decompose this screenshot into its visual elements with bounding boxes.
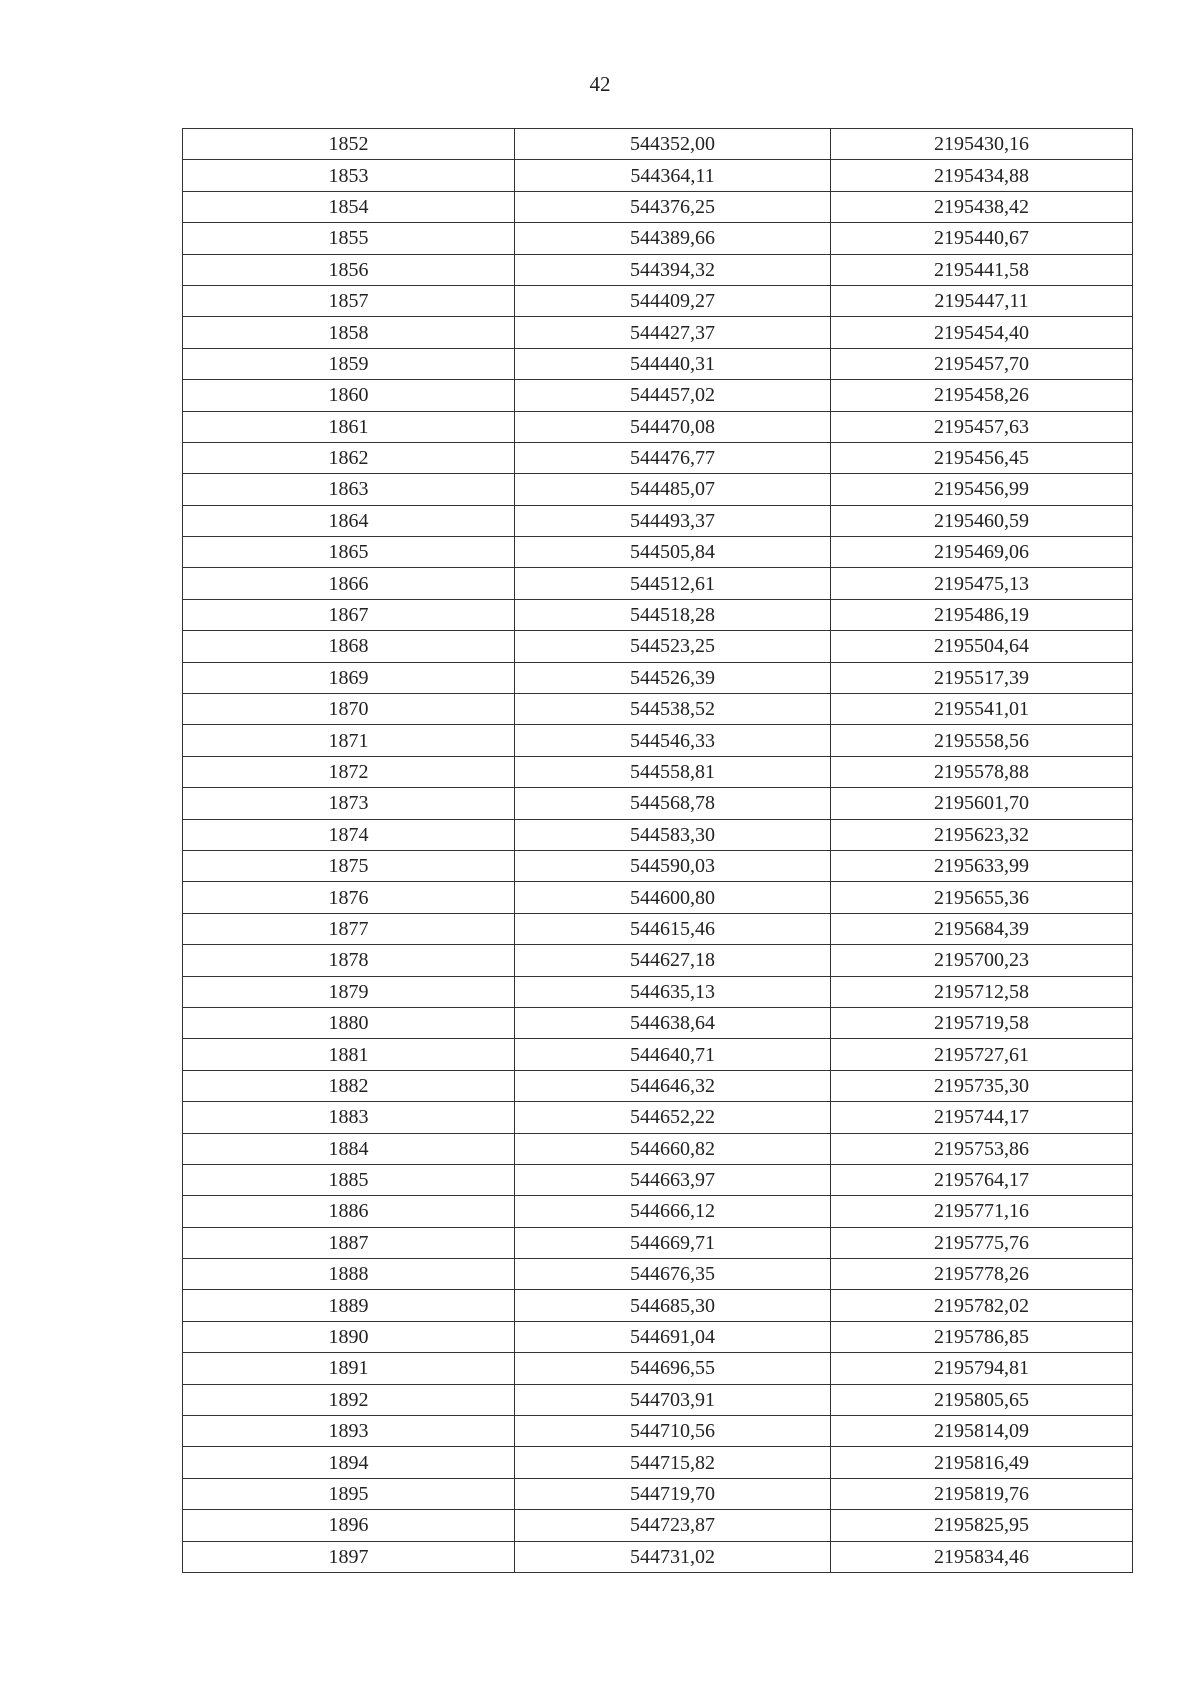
table-row: [183, 1102, 1133, 1133]
point-number-cell: 1865: [183, 537, 515, 568]
point-number-cell: 1879: [183, 976, 515, 1007]
x-coordinate-cell: 544731,02: [515, 1541, 831, 1572]
x-coordinate-cell: 544538,52: [515, 694, 831, 725]
point-number-cell: 1887: [183, 1227, 515, 1258]
y-coordinate-cell: 2195727,61: [831, 1039, 1133, 1070]
y-coordinate-cell: 2195454,40: [831, 317, 1133, 348]
y-coordinate-cell: 2195816,49: [831, 1447, 1133, 1478]
point-number-cell: 1890: [183, 1321, 515, 1352]
point-number-cell: 1892: [183, 1384, 515, 1415]
table-row: [183, 129, 1133, 160]
x-coordinate-cell: 544646,32: [515, 1070, 831, 1101]
table-row: [183, 442, 1133, 473]
table-row: [183, 380, 1133, 411]
point-number-cell: 1897: [183, 1541, 515, 1572]
x-coordinate-cell: 544470,08: [515, 411, 831, 442]
point-number-cell: 1852: [183, 129, 515, 160]
y-coordinate-cell: 2195712,58: [831, 976, 1133, 1007]
table-row: [183, 285, 1133, 316]
y-coordinate-cell: 2195819,76: [831, 1478, 1133, 1509]
x-coordinate-cell: 544376,25: [515, 191, 831, 222]
y-coordinate-cell: 2195814,09: [831, 1416, 1133, 1447]
y-coordinate-cell: 2195430,16: [831, 129, 1133, 160]
x-coordinate-cell: 544660,82: [515, 1133, 831, 1164]
x-coordinate-cell: 544640,71: [515, 1039, 831, 1070]
x-coordinate-cell: 544505,84: [515, 537, 831, 568]
x-coordinate-cell: 544485,07: [515, 474, 831, 505]
x-coordinate-cell: 544526,39: [515, 662, 831, 693]
x-coordinate-cell: 544638,64: [515, 1007, 831, 1038]
x-coordinate-cell: 544352,00: [515, 129, 831, 160]
y-coordinate-cell: 2195782,02: [831, 1290, 1133, 1321]
point-number-cell: 1885: [183, 1164, 515, 1195]
x-coordinate-cell: 544663,97: [515, 1164, 831, 1195]
point-number-cell: 1854: [183, 191, 515, 222]
y-coordinate-cell: 2195578,88: [831, 756, 1133, 787]
point-number-cell: 1884: [183, 1133, 515, 1164]
point-number-cell: 1880: [183, 1007, 515, 1038]
x-coordinate-cell: 544558,81: [515, 756, 831, 787]
x-coordinate-cell: 544715,82: [515, 1447, 831, 1478]
table-row: [183, 537, 1133, 568]
x-coordinate-cell: 544685,30: [515, 1290, 831, 1321]
x-coordinate-cell: 544409,27: [515, 285, 831, 316]
y-coordinate-cell: 2195486,19: [831, 599, 1133, 630]
x-coordinate-cell: 544615,46: [515, 913, 831, 944]
table-row: [183, 631, 1133, 662]
y-coordinate-cell: 2195469,06: [831, 537, 1133, 568]
table-row: [183, 788, 1133, 819]
point-number-cell: 1872: [183, 756, 515, 787]
point-number-cell: 1893: [183, 1416, 515, 1447]
y-coordinate-cell: 2195457,63: [831, 411, 1133, 442]
table-row: [183, 976, 1133, 1007]
table-row: [183, 1321, 1133, 1352]
point-number-cell: 1853: [183, 160, 515, 191]
y-coordinate-cell: 2195517,39: [831, 662, 1133, 693]
x-coordinate-cell: 544518,28: [515, 599, 831, 630]
point-number-cell: 1896: [183, 1510, 515, 1541]
y-coordinate-cell: 2195753,86: [831, 1133, 1133, 1164]
y-coordinate-cell: 2195778,26: [831, 1259, 1133, 1290]
table-row: [183, 1039, 1133, 1070]
point-number-cell: 1862: [183, 442, 515, 473]
y-coordinate-cell: 2195441,58: [831, 254, 1133, 285]
point-number-cell: 1867: [183, 599, 515, 630]
point-number-cell: 1874: [183, 819, 515, 850]
table-row: [183, 1384, 1133, 1415]
point-number-cell: 1871: [183, 725, 515, 756]
y-coordinate-cell: 2195700,23: [831, 945, 1133, 976]
y-coordinate-cell: 2195558,56: [831, 725, 1133, 756]
point-number-cell: 1894: [183, 1447, 515, 1478]
table-row: [183, 1227, 1133, 1258]
y-coordinate-cell: 2195775,76: [831, 1227, 1133, 1258]
table-row: [183, 662, 1133, 693]
table-row: [183, 1133, 1133, 1164]
point-number-cell: 1882: [183, 1070, 515, 1101]
y-coordinate-cell: 2195744,17: [831, 1102, 1133, 1133]
y-coordinate-cell: 2195434,88: [831, 160, 1133, 191]
x-coordinate-cell: 544476,77: [515, 442, 831, 473]
table-row: [183, 348, 1133, 379]
point-number-cell: 1873: [183, 788, 515, 819]
table-row: [183, 1510, 1133, 1541]
y-coordinate-cell: 2195460,59: [831, 505, 1133, 536]
x-coordinate-cell: 544493,37: [515, 505, 831, 536]
table-row: [183, 599, 1133, 630]
page-number: 42: [589, 72, 611, 96]
table-row: [183, 1007, 1133, 1038]
x-coordinate-cell: 544394,32: [515, 254, 831, 285]
y-coordinate-cell: 2195655,36: [831, 882, 1133, 913]
x-coordinate-cell: 544676,35: [515, 1259, 831, 1290]
point-number-cell: 1889: [183, 1290, 515, 1321]
y-coordinate-cell: 2195794,81: [831, 1353, 1133, 1384]
x-coordinate-cell: 544457,02: [515, 380, 831, 411]
y-coordinate-cell: 2195623,32: [831, 819, 1133, 850]
table-row: [183, 317, 1133, 348]
x-coordinate-cell: 544590,03: [515, 850, 831, 881]
x-coordinate-cell: 544669,71: [515, 1227, 831, 1258]
table-row: [183, 1164, 1133, 1195]
y-coordinate-cell: 2195504,64: [831, 631, 1133, 662]
table-row: [183, 1478, 1133, 1509]
point-number-cell: 1886: [183, 1196, 515, 1227]
table-row: [183, 505, 1133, 536]
point-number-cell: 1866: [183, 568, 515, 599]
y-coordinate-cell: 2195438,42: [831, 191, 1133, 222]
y-coordinate-cell: 2195475,13: [831, 568, 1133, 599]
point-number-cell: 1861: [183, 411, 515, 442]
point-number-cell: 1888: [183, 1259, 515, 1290]
y-coordinate-cell: 2195601,70: [831, 788, 1133, 819]
point-number-cell: 1868: [183, 631, 515, 662]
table-row: [183, 1541, 1133, 1572]
x-coordinate-cell: 544600,80: [515, 882, 831, 913]
table-row: [183, 160, 1133, 191]
x-coordinate-cell: 544389,66: [515, 223, 831, 254]
y-coordinate-cell: 2195719,58: [831, 1007, 1133, 1038]
y-coordinate-cell: 2195825,95: [831, 1510, 1133, 1541]
point-number-cell: 1858: [183, 317, 515, 348]
table-row: [183, 694, 1133, 725]
x-coordinate-cell: 544710,56: [515, 1416, 831, 1447]
x-coordinate-cell: 544583,30: [515, 819, 831, 850]
point-number-cell: 1855: [183, 223, 515, 254]
table-row: [183, 1196, 1133, 1227]
table-row: [183, 191, 1133, 222]
table-row: [183, 568, 1133, 599]
y-coordinate-cell: 2195735,30: [831, 1070, 1133, 1101]
coordinates-table-body: [183, 129, 1133, 1573]
x-coordinate-cell: 544691,04: [515, 1321, 831, 1352]
point-number-cell: 1860: [183, 380, 515, 411]
point-number-cell: 1870: [183, 694, 515, 725]
point-number-cell: 1856: [183, 254, 515, 285]
point-number-cell: 1895: [183, 1478, 515, 1509]
table-row: [183, 1070, 1133, 1101]
point-number-cell: 1878: [183, 945, 515, 976]
y-coordinate-cell: 2195457,70: [831, 348, 1133, 379]
y-coordinate-cell: 2195786,85: [831, 1321, 1133, 1352]
table-row: [183, 850, 1133, 881]
y-coordinate-cell: 2195541,01: [831, 694, 1133, 725]
point-number-cell: 1877: [183, 913, 515, 944]
x-coordinate-cell: 544568,78: [515, 788, 831, 819]
table-row: [183, 756, 1133, 787]
x-coordinate-cell: 544627,18: [515, 945, 831, 976]
table-row: [183, 1416, 1133, 1447]
y-coordinate-cell: 2195456,45: [831, 442, 1133, 473]
point-number-cell: 1859: [183, 348, 515, 379]
table-row: [183, 1290, 1133, 1321]
table-row: [183, 725, 1133, 756]
point-number-cell: 1869: [183, 662, 515, 693]
y-coordinate-cell: 2195633,99: [831, 850, 1133, 881]
x-coordinate-cell: 544666,12: [515, 1196, 831, 1227]
y-coordinate-cell: 2195834,46: [831, 1541, 1133, 1572]
x-coordinate-cell: 544546,33: [515, 725, 831, 756]
x-coordinate-cell: 544652,22: [515, 1102, 831, 1133]
table-row: [183, 474, 1133, 505]
y-coordinate-cell: 2195456,99: [831, 474, 1133, 505]
table-row: [183, 223, 1133, 254]
point-number-cell: 1864: [183, 505, 515, 536]
table-row: [183, 1353, 1133, 1384]
x-coordinate-cell: 544523,25: [515, 631, 831, 662]
point-number-cell: 1876: [183, 882, 515, 913]
y-coordinate-cell: 2195764,17: [831, 1164, 1133, 1195]
table-row: [183, 1447, 1133, 1478]
point-number-cell: 1881: [183, 1039, 515, 1070]
x-coordinate-cell: 544440,31: [515, 348, 831, 379]
table-row: [183, 882, 1133, 913]
coordinates-table: [182, 128, 1133, 1573]
point-number-cell: 1857: [183, 285, 515, 316]
point-number-cell: 1863: [183, 474, 515, 505]
table-row: [183, 411, 1133, 442]
point-number-cell: 1875: [183, 850, 515, 881]
table-row: [183, 945, 1133, 976]
point-number-cell: 1883: [183, 1102, 515, 1133]
point-number-cell: 1891: [183, 1353, 515, 1384]
x-coordinate-cell: 544723,87: [515, 1510, 831, 1541]
x-coordinate-cell: 544635,13: [515, 976, 831, 1007]
x-coordinate-cell: 544703,91: [515, 1384, 831, 1415]
table-row: [183, 913, 1133, 944]
table-row: [183, 254, 1133, 285]
y-coordinate-cell: 2195805,65: [831, 1384, 1133, 1415]
y-coordinate-cell: 2195771,16: [831, 1196, 1133, 1227]
x-coordinate-cell: 544364,11: [515, 160, 831, 191]
y-coordinate-cell: 2195447,11: [831, 285, 1133, 316]
x-coordinate-cell: 544719,70: [515, 1478, 831, 1509]
y-coordinate-cell: 2195458,26: [831, 380, 1133, 411]
x-coordinate-cell: 544427,37: [515, 317, 831, 348]
y-coordinate-cell: 2195440,67: [831, 223, 1133, 254]
table-row: [183, 819, 1133, 850]
x-coordinate-cell: 544512,61: [515, 568, 831, 599]
x-coordinate-cell: 544696,55: [515, 1353, 831, 1384]
table-row: [183, 1259, 1133, 1290]
y-coordinate-cell: 2195684,39: [831, 913, 1133, 944]
